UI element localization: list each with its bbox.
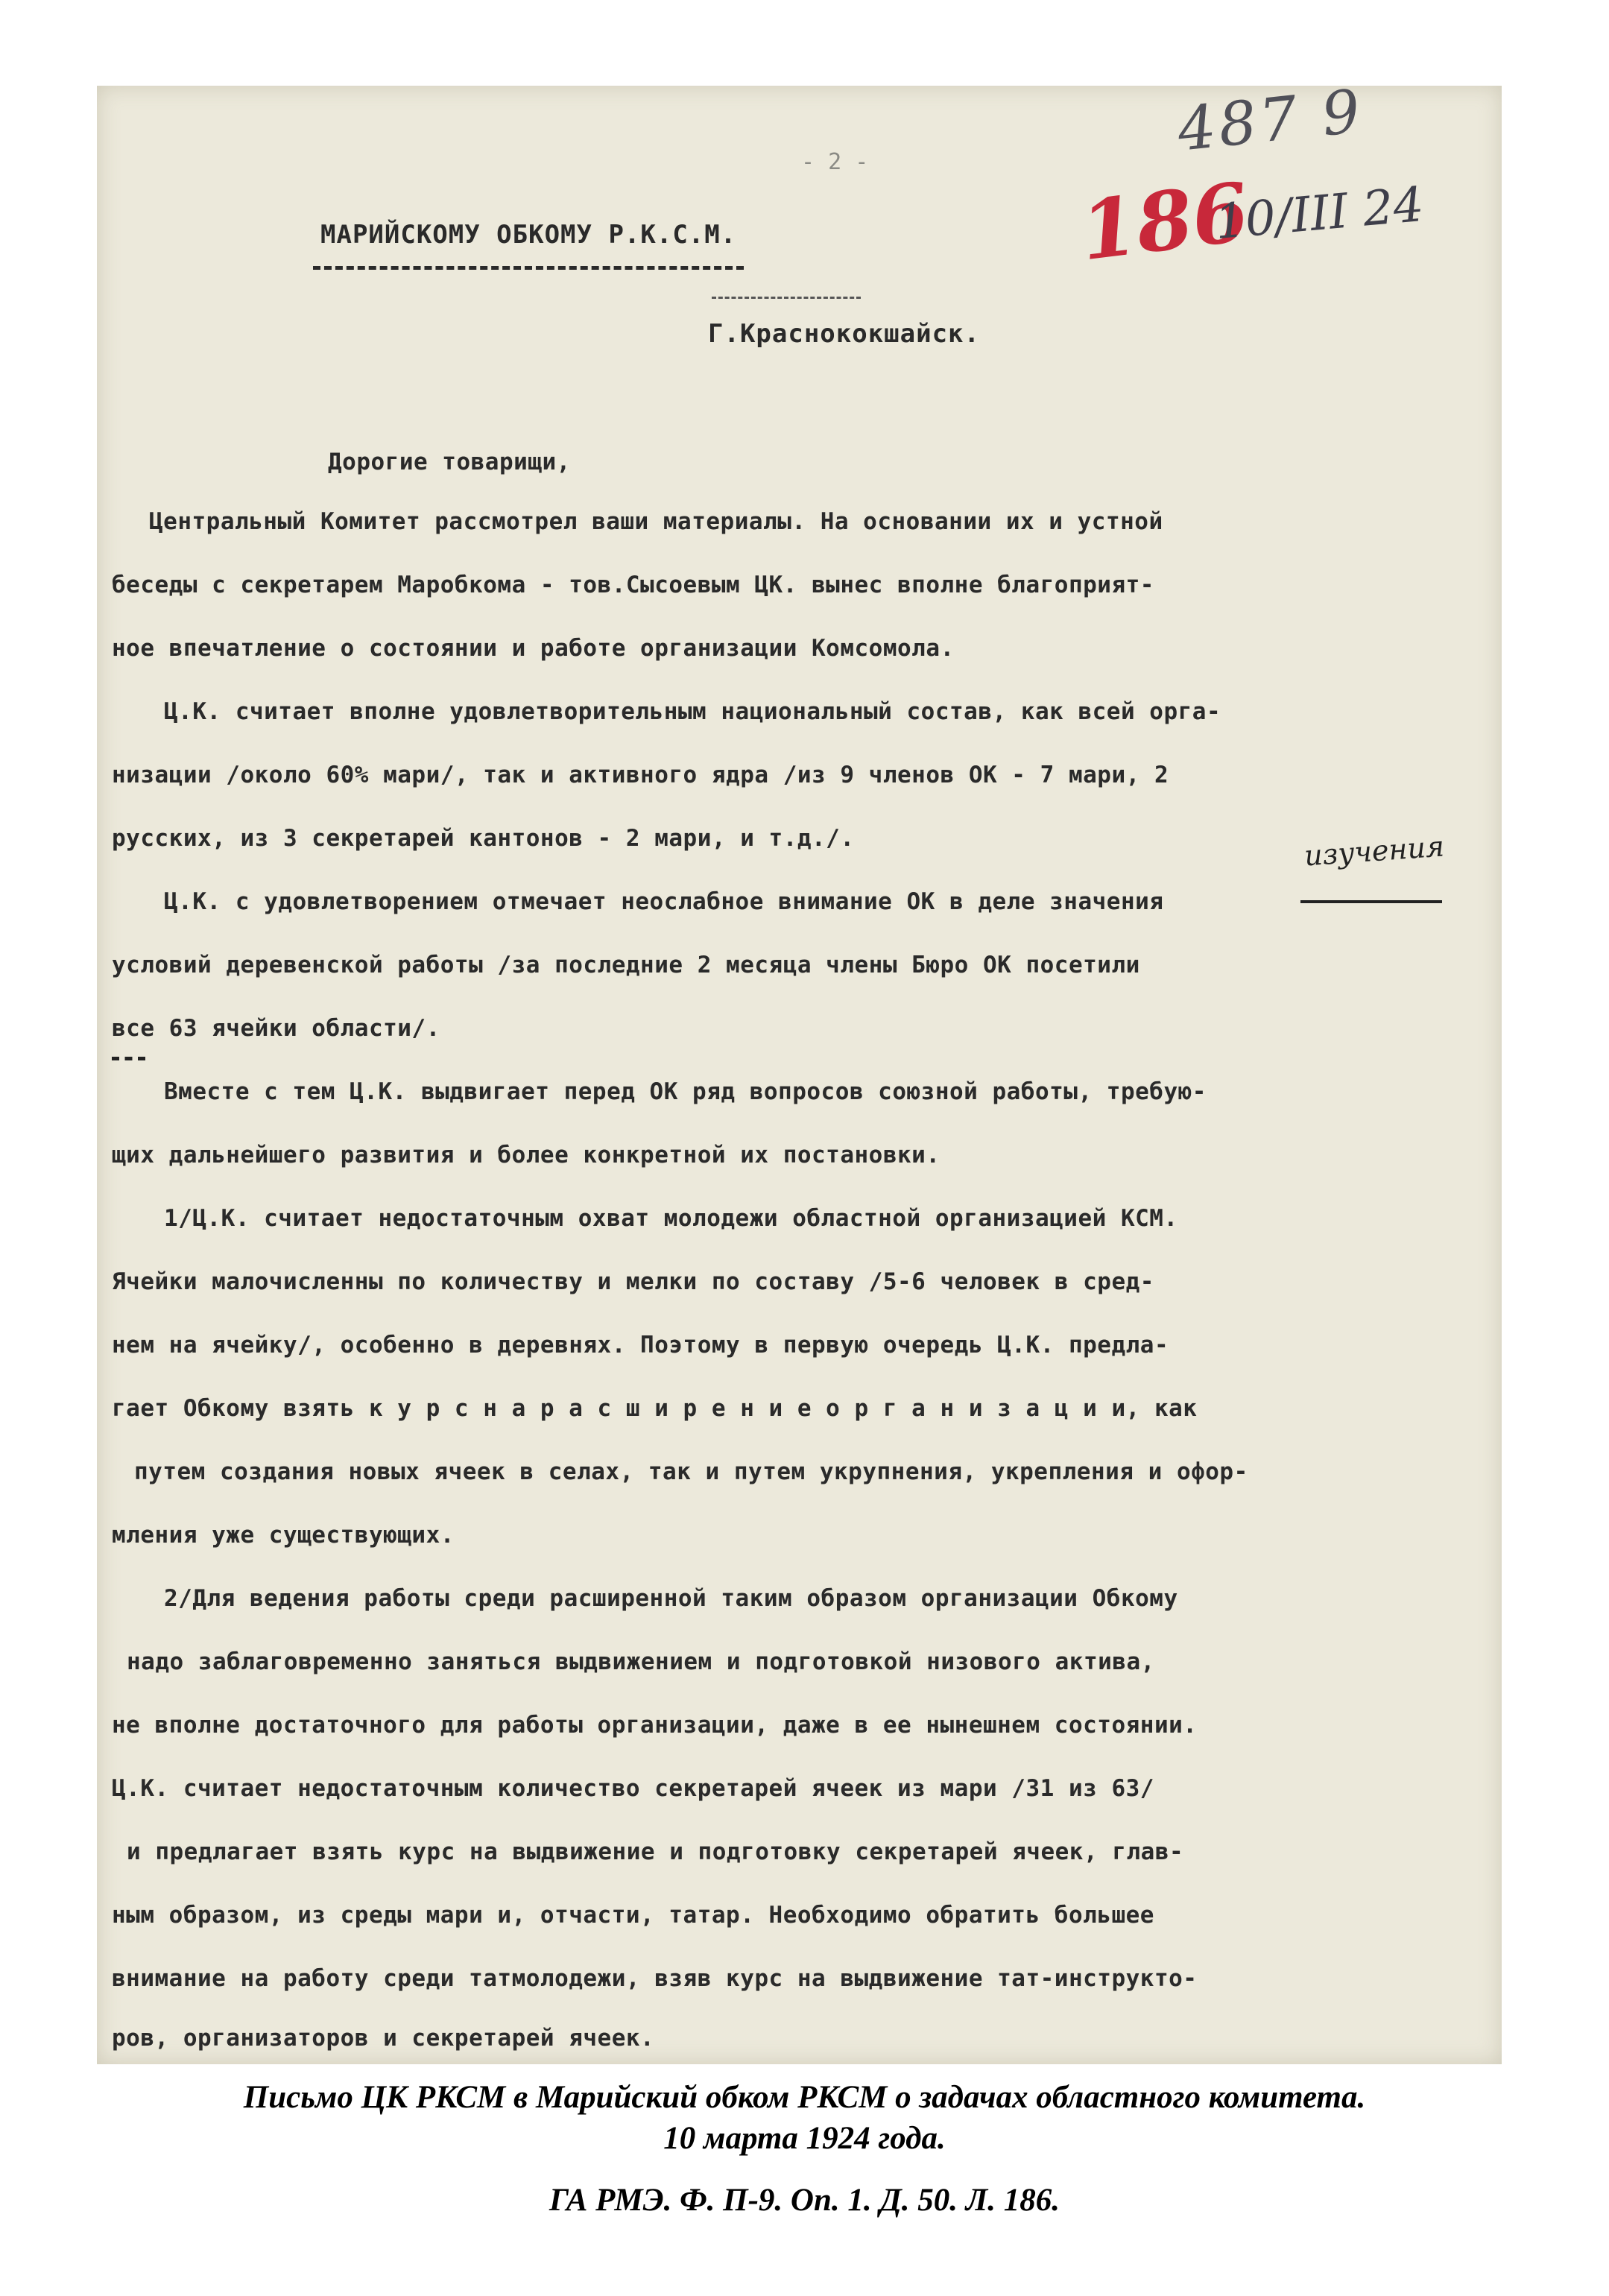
letter-line: условий деревенской работы /за последние 2 месяца члены Бюро ОК посетили [112,952,1140,978]
letter-line: Вместе с тем Ц.К. выдвигает перед ОК ряд вопросов союзной работы, требую- [164,1078,1207,1105]
letter-line: 2/Для ведения работы среди расширенной таким образом организации Обкому [164,1585,1178,1612]
page-number: - 2 - [801,149,869,175]
letter-line: мления уже существующих. [112,1522,455,1549]
letter-line: ным образом, из среды мари и, отчасти, татар. Необходимо обратить большее [112,1902,1154,1929]
letter-line: Дорогие товарищи, [328,449,571,475]
divider [712,297,861,299]
letter-line: Ц.К. считает вполне удовлетворительным национальный состав, как всей орга- [164,698,1221,725]
letter-line: 1/Ц.К. считает недостаточным охват молодежи областной организацией КСМ. [164,1205,1178,1232]
letter-line: русских, из 3 секретарей кантонов - 2 мари, и т.д./. [112,825,855,852]
letter-line: гает Обкому взять к у р с н а р а с ш и р е н и е о р г а н и з а ц и и, как [112,1395,1198,1422]
letter-line: ров, организаторов и секретарей ячеек. [112,2025,655,2052]
archive-number-handwritten: 487 9 [1174,76,1367,165]
caption-title: Письмо ЦК РКСМ в Марийский обком РКСМ о задачах областного комитета. [243,2080,1366,2115]
letter-line: все 63 ячейки области/. [112,1015,440,1042]
letter-line: внимание на работу среди татмолодежи, взяв курс на выдвижение тат-инструкто- [112,1965,1198,1992]
received-date-handwritten: 10/III 24 [1213,177,1426,251]
letter-line: щих дальнейшего развития и более конкретной их постановки. [112,1142,941,1168]
letter-line: нем на ячейку/, особенно в деревнях. Поэтому в первую очередь Ц.К. предла- [112,1332,1169,1359]
caption-date: 10 марта 1924 года. [663,2121,946,2156]
letter-line: Ц.К. с удовлетворением отмечает неослабное внимание ОК в деле значения [164,888,1164,915]
letter-line: Ячейки малочисленны по количеству и мелки по составу /5-6 человек в сред- [112,1268,1154,1295]
strikethrough [1300,900,1442,903]
divider [112,1057,145,1060]
letter-line: Центральный Комитет рассмотрел ваши материалы. На основании их и устной [149,508,1163,535]
letter-line: беседы с секретарем Маробкома - тов.Сысоевым ЦК. вынес вполне благоприят- [112,572,1154,598]
letter-line: не вполне достаточного для работы организации, даже в ее нынешнем состоянии. [112,1712,1198,1739]
archival-document-scan [97,86,1502,2064]
addressee-line-1: МАРИЙСКОМУ ОБКОМУ Р.К.С.М. [320,220,737,250]
letter-line: и предлагает взять курс на выдвижение и подготовку секретарей ячеек, глав- [127,1838,1184,1865]
letter-line: ное впечатление о состоянии и работе организации Комсомола. [112,635,955,662]
letter-line: Ц.К. считает недостаточным количество секретарей ячеек из мари /31 из 63/ [112,1775,1154,1802]
addressee-line-2: Г.Краснококшайск. [708,319,980,349]
folio-number-red: 186 [1075,165,1254,279]
handwritten-correction: изучения [1303,829,1446,873]
letter-line: надо заблаговременно заняться выдвижением и подготовкой низового актива, [127,1648,1155,1675]
letter-line: низации /около 60% мари/, так и активного ядра /из 9 членов ОК - 7 мари, 2 [112,762,1169,788]
caption-archive-reference: ГА РМЭ. Ф. П-9. Оп. 1. Д. 50. Л. 186. [549,2183,1060,2218]
letter-line: путем создания новых ячеек в селах, так и путем укрупнения, укрепления и офор- [134,1458,1248,1485]
